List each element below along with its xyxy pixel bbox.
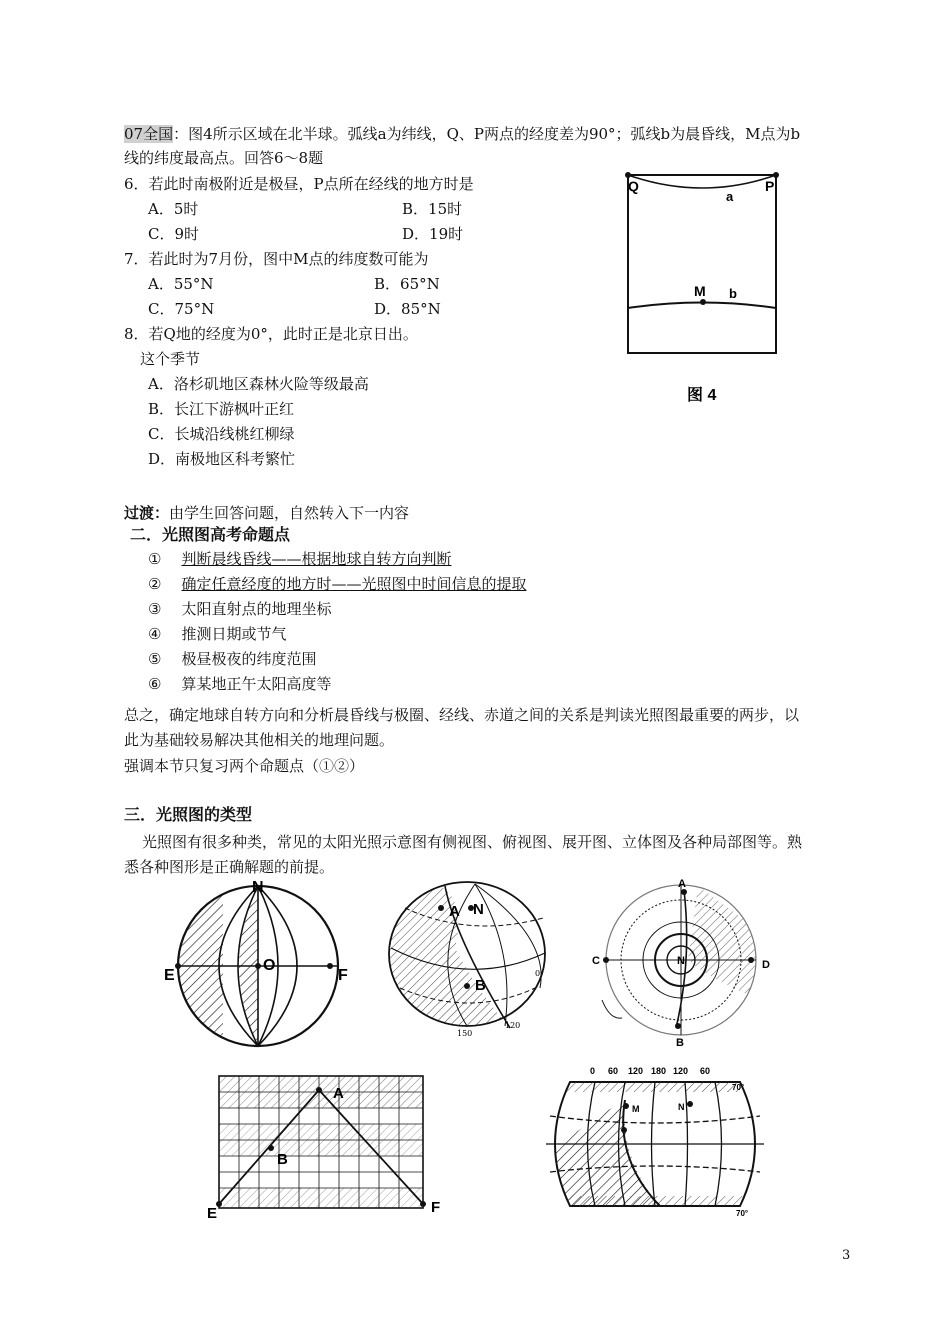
grid-label-a: A bbox=[333, 1085, 344, 1102]
figure-3d-globe bbox=[385, 878, 555, 1038]
polar-label-c: C bbox=[592, 955, 600, 967]
globe-label-a: A bbox=[449, 903, 460, 920]
map-lon-60: 60 bbox=[608, 1066, 619, 1076]
map-lon-0: 0 bbox=[590, 1066, 596, 1076]
source-tag: 07全国 bbox=[124, 125, 174, 143]
figure-4 bbox=[615, 165, 790, 415]
globe-label-n: N bbox=[473, 901, 484, 918]
question-8-stem-2: 这个季节 bbox=[140, 350, 201, 368]
map-lat-top: 70° bbox=[732, 1083, 745, 1092]
globe-label-b: B bbox=[475, 977, 486, 994]
question-6-stem: 6．若此时南极附近是极昼，P点所在经线的地方时是 bbox=[124, 175, 474, 193]
map-label-n: N bbox=[678, 1102, 685, 1112]
map-lon-60b: 60 bbox=[700, 1066, 711, 1076]
question-8-stem: 8．若Q地的经度为0°，此时正是北京日出。 bbox=[124, 325, 418, 343]
figure-polar-view bbox=[588, 878, 778, 1048]
q6-option-b: B．15时 bbox=[402, 200, 463, 218]
map-label-m: M bbox=[632, 1104, 640, 1114]
intro-line-1: 07全国：图4所示区域在北半球。弧线a为纬线，Q、P两点的经度差为90°；弧线b为晨昏线，M点为b bbox=[124, 125, 801, 143]
q8-option-a: A．洛杉矶地区森林火险等级最高 bbox=[148, 375, 369, 393]
question-7-stem: 7．若此时为7月份，图中M点的纬度数可能为 bbox=[124, 250, 429, 268]
globe-tick-150: 150 bbox=[457, 1029, 473, 1038]
map-lon-120: 120 bbox=[628, 1066, 644, 1076]
side-label-f: F bbox=[338, 967, 348, 984]
q6-option-a: A．5时 bbox=[148, 200, 199, 218]
section-3-text-2: 悉各种图形是正确解题的前提。 bbox=[124, 858, 335, 876]
summary-line-2: 此为基础较易解决其他相关的地理问题。 bbox=[124, 731, 395, 749]
figure-side-view bbox=[160, 878, 350, 1053]
fig4-label-a: a bbox=[726, 189, 734, 204]
intro-line-2: 线的纬度最高点。回答6～8题 bbox=[124, 149, 324, 167]
figure-map-view bbox=[530, 1060, 770, 1228]
globe-tick-0: 0 bbox=[535, 969, 541, 978]
section-2-item-3: ③ 太阳直射点的地理坐标 bbox=[148, 600, 332, 618]
section-2-item-1: ① 判断晨线昏线——根据地球自转方向判断 bbox=[148, 550, 452, 568]
polar-label-a: A bbox=[678, 878, 686, 890]
transition-line: 过渡：由学生回答问题，自然转入下一内容 bbox=[124, 504, 410, 522]
grid-label-b: B bbox=[277, 1151, 288, 1168]
emphasis-line: 强调本节只复习两个命题点（①②） bbox=[124, 757, 365, 775]
section-2-item-5: ⑤ 极昼极夜的纬度范围 bbox=[148, 650, 317, 668]
map-lon-120b: 120 bbox=[673, 1066, 689, 1076]
grid-label-f: F bbox=[431, 1199, 441, 1216]
section-2-title: 二．光照图高考命题点 bbox=[130, 525, 291, 544]
section-2-item-6: ⑥ 算某地正午太阳高度等 bbox=[148, 675, 332, 693]
polar-label-n: N bbox=[677, 955, 685, 967]
map-lat-bottom: 70° bbox=[736, 1209, 749, 1218]
q8-option-c: C．长城沿线桃红柳绿 bbox=[148, 425, 295, 443]
fig4-label-p: P bbox=[765, 178, 775, 194]
fig4-label-q: Q bbox=[628, 178, 639, 194]
polar-label-b: B bbox=[676, 1037, 684, 1048]
section-2-item-4: ④ 推测日期或节气 bbox=[148, 625, 287, 643]
section-3-text-1: 光照图有很多种类，常见的太阳光照示意图有侧视图、俯视图、展开图、立体图及各种局部图等。熟 bbox=[142, 833, 803, 851]
globe-tick-120: 120 bbox=[505, 1021, 521, 1030]
figure-grid-view bbox=[205, 1072, 445, 1222]
transition-label: 过渡： bbox=[124, 504, 170, 522]
side-label-n: N bbox=[252, 879, 264, 896]
q6-option-d: D．19时 bbox=[402, 225, 464, 243]
side-label-e: E bbox=[164, 967, 175, 984]
q7-option-c: C．75°N bbox=[148, 300, 215, 318]
summary-line-1: 总之，确定地球自转方向和分析晨昏线与极圈、经线、赤道之间的关系是判读光照图最重要的两步，以 bbox=[124, 706, 800, 724]
page-number: 3 bbox=[842, 1248, 851, 1263]
map-lon-180: 180 bbox=[651, 1066, 667, 1076]
polar-label-d: D bbox=[762, 959, 770, 971]
section-3-title: 三．光照图的类型 bbox=[124, 805, 253, 824]
q7-option-d: D．85°N bbox=[374, 300, 441, 318]
fig4-label-b: b bbox=[729, 286, 737, 301]
side-label-o: O bbox=[263, 957, 276, 974]
q7-option-b: B．65°N bbox=[374, 275, 440, 293]
q6-option-c: C．9时 bbox=[148, 225, 200, 243]
fig4-label-m: M bbox=[694, 283, 706, 299]
section-2-item-2: ② 确定任意经度的地方时——光照图中时间信息的提取 bbox=[148, 575, 527, 593]
q8-option-d: D．南极地区科考繁忙 bbox=[148, 450, 296, 468]
fig4-caption: 图 4 bbox=[687, 387, 717, 404]
q7-option-a: A．55°N bbox=[148, 275, 214, 293]
grid-label-e: E bbox=[207, 1205, 218, 1222]
q8-option-b: B．长江下游枫叶正红 bbox=[148, 400, 295, 418]
